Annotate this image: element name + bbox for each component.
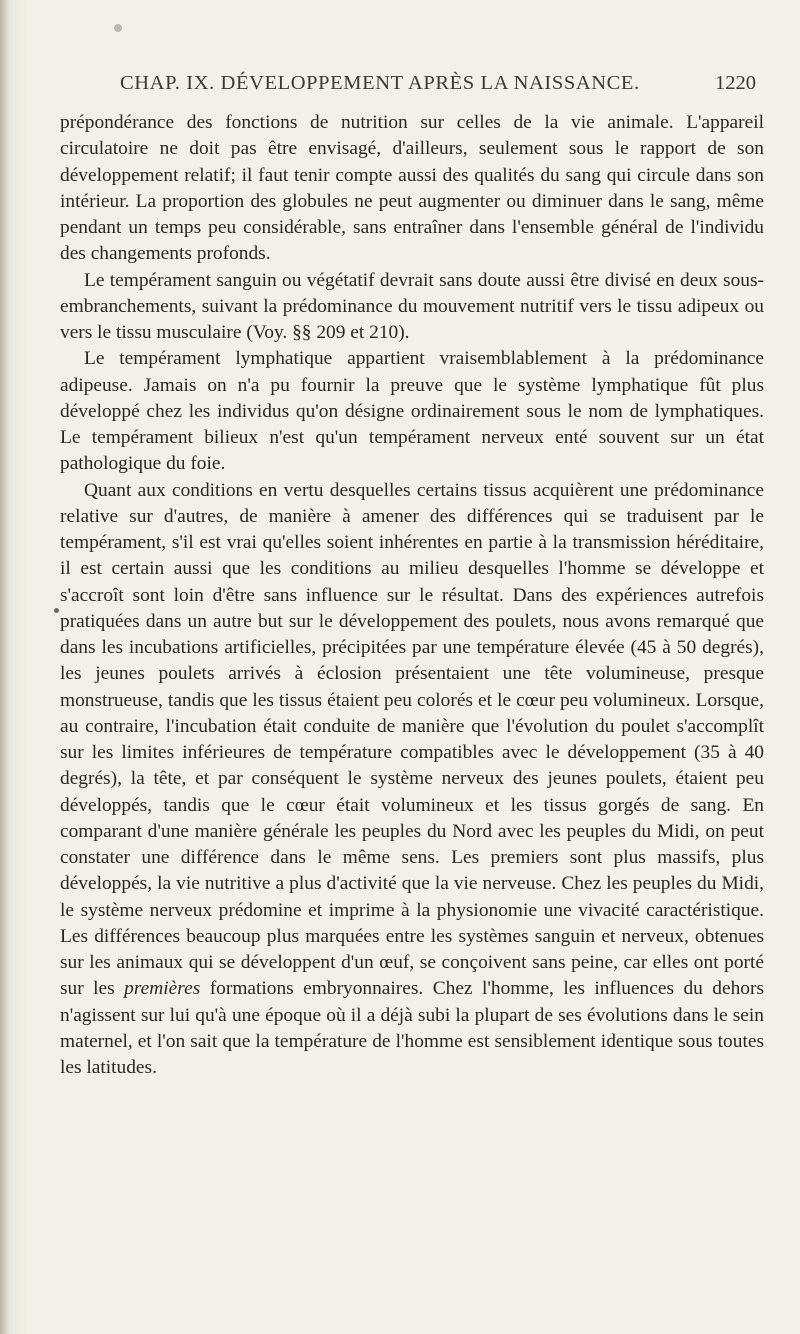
paragraph: prépondérance des fonctions de nutrition sur celles de la vie animale. L'appareil circulatoire ne doit pas être envisagé, d'ailleurs, seulement sous le rapport de son développement relatif; il faut tenir compte aussi des qualités du sang qui circule dans son intérieur. La proportion des globules ne peut augmenter ou diminuer dans le sang, même pendant un temps peu considérable, sans entraîner dans l'ensemble général de l'individu des changements profonds.	[60, 112, 764, 265]
paper-speck	[114, 24, 122, 32]
page-header	[120, 72, 756, 112]
paragraph: Le tempérament lymphatique appartient vraisemblablement à la prédominance adipeuse. Jamais on n'a pu fournir la preuve que le système lymphatique fût plus développé chez les individus qu'on désigne ordinairement sous le nom de lymphatiques. Le tempérament bilieux n'est qu'un tempérament nerveux enté souvent sur un état pathologique du foie.	[60, 348, 764, 475]
body-text	[60, 110, 764, 1081]
paragraph: Le tempérament sanguin ou végétatif devrait sans doute aussi être divisé en deux sous-embranchements, suivant la prédominance du mouvement nutritif vers le tissu adipeux ou vers le tissu musculaire (Voy. §§ 209 et 210).	[60, 269, 764, 343]
page-number: 1220	[715, 72, 756, 94]
italic-word: premières	[124, 978, 201, 1000]
paragraph	[60, 478, 764, 1082]
running-head: CHAP. IX. DÉVELOPPEMENT APRÈS LA NAISSANCE.	[120, 72, 640, 94]
binding-edge	[0, 0, 9, 1334]
paragraph-text: formations embryonnaires. Chez l'homme, les influences du dehors n'agissent sur lui qu'à une époque où il a déjà subi la plupart de ses évolutions dans le sein maternel, et l'on sait que la température de l'homme est sensiblement identique sous toutes les latitudes.	[60, 978, 764, 1078]
paragraph-text: Quant aux conditions en vertu desquelles certains tissus acquièrent une prédominance relative sur d'autres, de manière à amener des différences qui se traduisent par le tempérament, s'il est vrai qu'elles soient inhérentes en partie à la transmission héréditaire, il est certain aussi que les conditions au milieu desquelles l'homme se développe et s'accroît sont loin d'être sans influence sur le résultat. Dans des expériences autrefois pratiquées dans un autre but sur le développement des poulets, nous avons remarqué que dans les incubations artificielles, précipitées par une température élevée (45 à 50 degrés), les jeunes poulets arrivés à éclosion présentaient une tête volumineuse, presque monstrueuse, tandis que les tissus étaient peu colorés et le cœur peu volumineux. Lorsque, au contraire, l'incubation était conduite de manière que l'évolution du poulet s'accomplît sur les limites inférieures de température compatibles avec le développement (35 à 40 degrés), la tête, et par conséquent le système nerveux des jeunes poulets, étaient peu développés, tandis que le cœur était volumineux et les tissus gorgés de sang. En comparant d'une manière générale les peuples du Nord avec les peuples du Midi, on peut constater une différence dans le même sens. Les premiers sont plus massifs, plus développés, la vie nutritive a plus d'activité que la vie nerveuse. Chez les peuples du Midi, le système nerveux prédomine et imprime à la physionomie une vivacité caractéristique. Les différences beaucoup plus marquées entre les systèmes sanguin et nerveux, obtenues sur les animaux qui se développent d'un œuf, se conçoivent sans peine, car elles ont porté sur les	[60, 479, 764, 1000]
margin-mark	[54, 608, 59, 613]
